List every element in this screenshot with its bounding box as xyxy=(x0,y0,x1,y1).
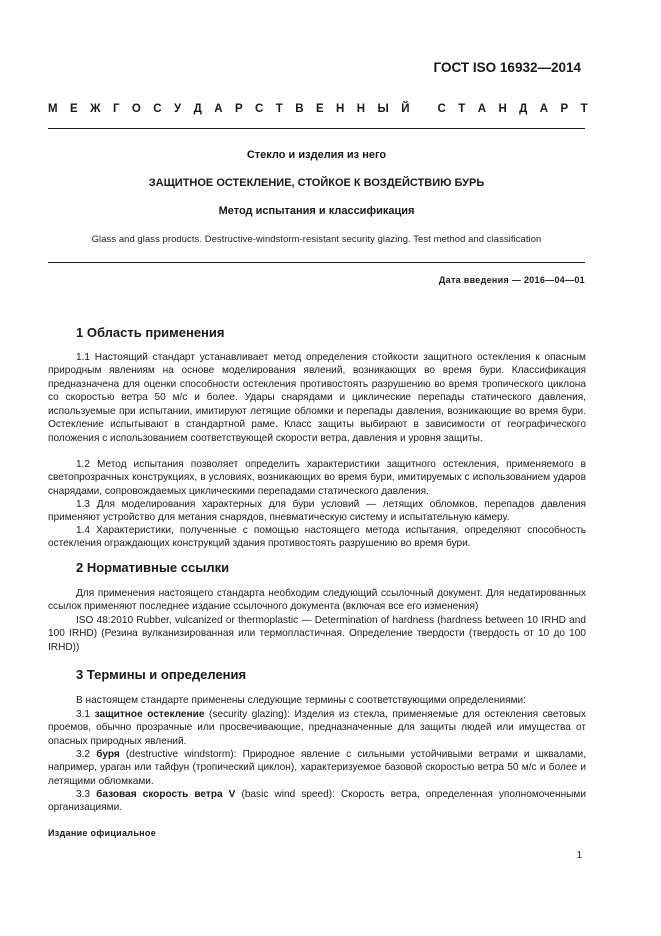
heading-letter: Ы xyxy=(377,103,389,115)
top-divider xyxy=(48,128,585,129)
heading-letter: Е xyxy=(70,103,78,115)
heading-letter: В xyxy=(295,103,304,115)
title-divider xyxy=(48,262,585,263)
paragraph: Для применения настоящего стандарта необходим следующий ссылочный документ. Для недатированных ссылок применяют последнее издание ссылочного документа (включая все его изменения) xyxy=(48,588,586,613)
paragraph: 1.4 Характеристики, полученные с помощью настоящего метода испытания, определяют способность остекления ограждающих конструкций здания противостоять разрушению во время бури. xyxy=(48,525,586,550)
paragraph: ISO 48:2010 Rubber, vulcanized or thermoplastic — Determination of hardness (hardness between 10 IRHD and 100 IRHD) (Резина вулканизированная или термопластичная. Определение твердости (твердость от 10 до 100 IRHD)) xyxy=(48,615,586,653)
heading-letter: С xyxy=(153,103,162,115)
heading-letter: Ж xyxy=(90,103,101,115)
heading-letter: Й xyxy=(401,103,410,115)
title-english: Glass and glass products. Destructive-windstorm-resistant security glazing. Test method and classification xyxy=(91,233,542,244)
heading-letter: Н xyxy=(356,103,366,115)
title-line-3: Метод испытания и классификация xyxy=(218,205,415,217)
heading-letter: С xyxy=(255,103,264,115)
intro-date: Дата введения — 2016—04—01 xyxy=(438,275,585,285)
heading-letter: М xyxy=(48,103,58,115)
heading-letter: Т xyxy=(275,103,283,115)
title-line-2: ЗАЩИТНОЕ ОСТЕКЛЕНИЕ, СТОЙКОЕ К ВОЗДЕЙСТВИЮ БУРЬ xyxy=(148,177,485,189)
heading-letter: Т xyxy=(458,103,466,115)
heading-letter: Т xyxy=(580,103,588,115)
paragraph: 1.3 Для моделирования характерных для бури условий — летящих обломков, перепадов давления применяют устройство для метания снарядов, пневматическую систему и испытательную камеру. xyxy=(48,499,586,524)
heading-letter: Р xyxy=(234,103,243,115)
heading-letter: А xyxy=(539,103,549,115)
heading-letter: Н xyxy=(498,103,507,115)
heading-letter: Г xyxy=(112,103,120,115)
heading-letter: Е xyxy=(315,103,324,115)
heading-letter: С xyxy=(437,103,446,115)
heading-letter: Д xyxy=(519,103,528,115)
heading-letter xyxy=(422,103,425,115)
term-definition: 3.1 защитное остекление (security glazing): Изделия из стекла, применяемые для остекления световых проемов, обычно прозрачные или просвечивающие, предназначенные для защиты людей или имущества от опасных природных явлений. xyxy=(48,709,586,747)
heading-letter: У xyxy=(174,103,182,115)
paragraph: 1.2 Метод испытания позволяет определить характеристики защитного остекления, применяемого в светопрозрачных конструкциях, в условиях, возникающих во время бури, имитируемых с использованием ударов снарядами, сопровождаемых циклическими перепадами статического давления. xyxy=(48,459,586,497)
paragraph: 1.1 Настоящий стандарт устанавливает метод определения стойкости защитного остекления к опасным природным явлениям на основе моделирования явлений, возникающих во время бури. Классификация предназначена для оценки способности остекления противостоять разрушению во время тропического циклона со скоростью ветра 50 м/с и более. Удары снарядами и циклические перепады статического давления, используемые при испытании, имитируют летящие обломки и перепады давления, возникающие во время бури. Остекление испытывают в стандартной раме. Класс защиты выбирают в зависимости от географического положения с использованием соответствующей скорости ветра, давления и уровня защиты. xyxy=(48,352,586,444)
standard-code: ГОСТ ISO 16932—2014 xyxy=(433,60,581,75)
heading-letter: О xyxy=(131,103,141,115)
heading-letter: А xyxy=(477,103,487,115)
term-definition: 3.2 буря (destructive windstorm): Природное явление с сильными устойчивыми ветрами и шквалами, например, ураган или тайфун (тропический циклон), характеризуемое базовой скоростью ветра 50 м/с и более и летящими обломками. xyxy=(48,749,586,787)
term: буря xyxy=(96,749,120,760)
term-definition: 3.3 базовая скорость ветра V (basic wind speed): Скорость ветра, определенная уполномоченными организациями. xyxy=(48,789,587,814)
section-heading: 3 Термины и определения xyxy=(76,667,247,682)
term: базовая скорость ветра V xyxy=(96,789,236,800)
heading-letter: Н xyxy=(336,103,345,115)
heading-letter: Д xyxy=(193,103,202,115)
heading-letter: А xyxy=(214,103,223,115)
section-heading: 2 Нормативные ссылки xyxy=(76,560,230,575)
section-heading: 1 Область применения xyxy=(76,325,225,340)
term: защитное остекление xyxy=(94,709,205,720)
title-line-1: Стекло и изделия из него xyxy=(246,149,387,161)
official-edition-note: Издание официальное xyxy=(48,828,157,838)
page-number: 1 xyxy=(576,850,582,861)
interstate-standard-heading xyxy=(48,103,588,115)
paragraph: В настоящем стандарте применены следующие термины с соответствующими определениями: xyxy=(76,695,526,706)
heading-letter: Р xyxy=(560,103,569,115)
